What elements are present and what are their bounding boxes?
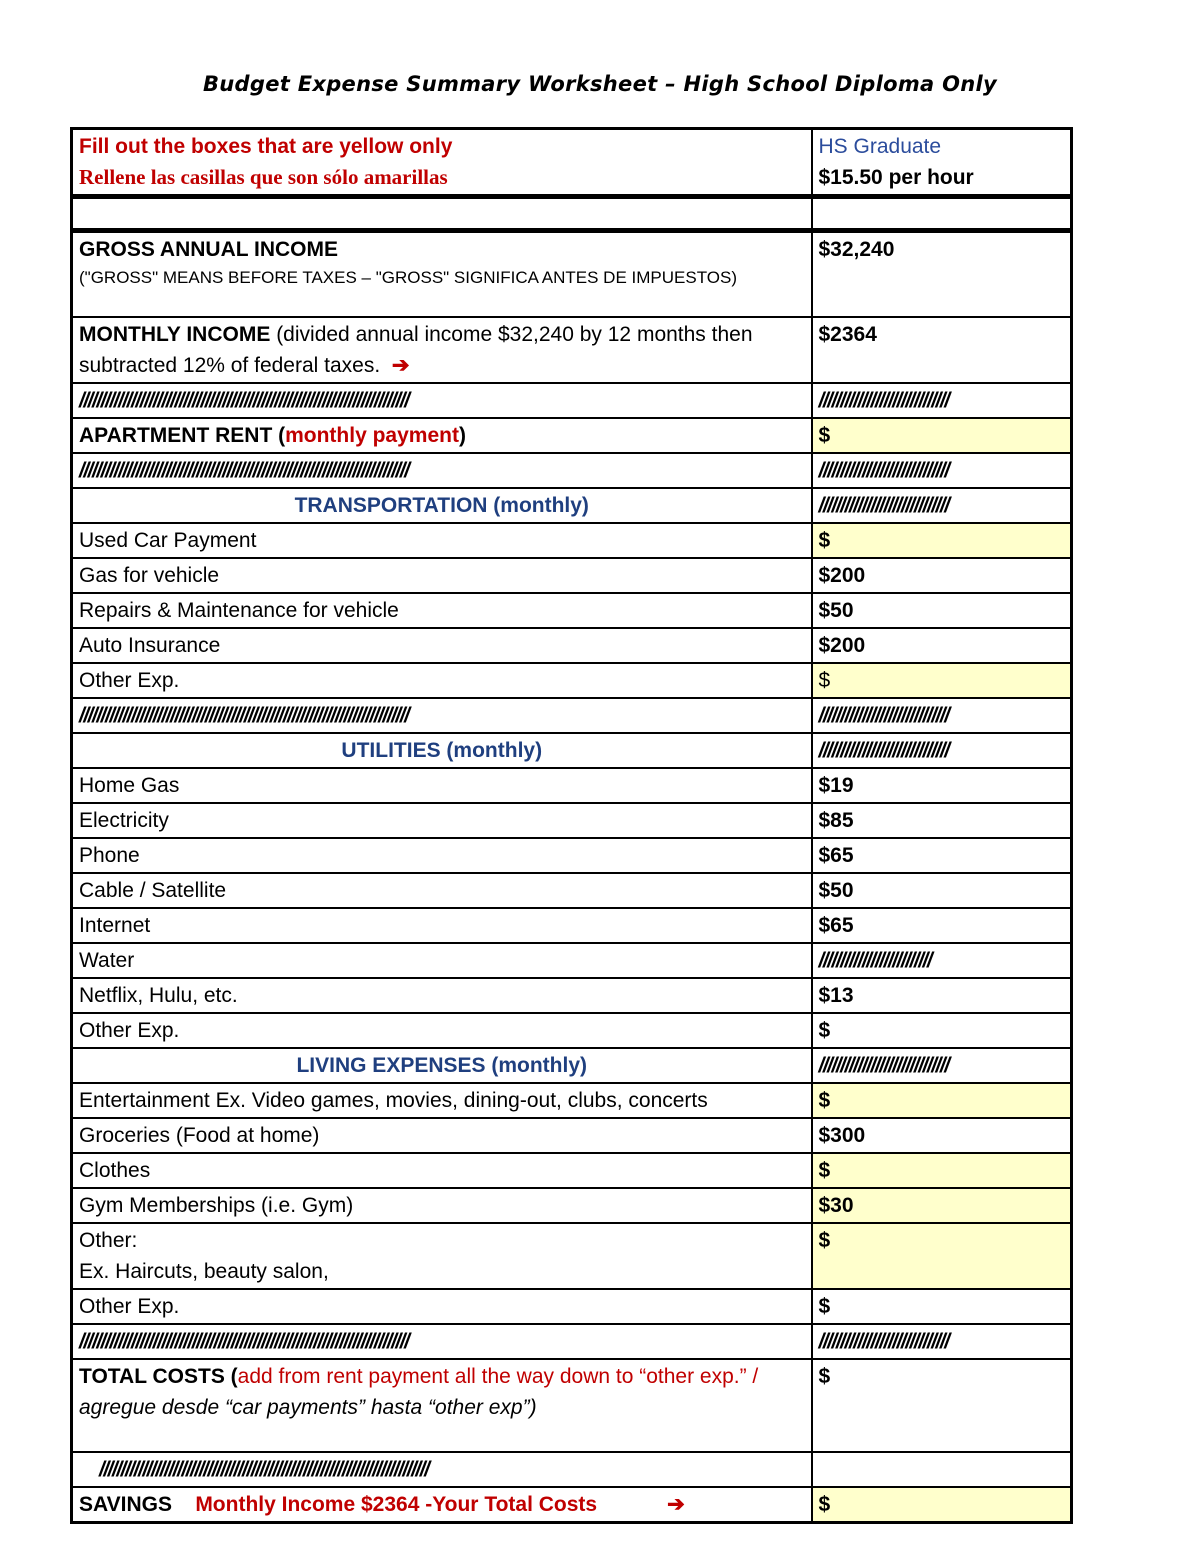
monthly-income-label-cell	[72, 317, 812, 383]
row-label: Entertainment Ex. Video games, movies, dining-out, clubs, concerts	[72, 1083, 812, 1118]
row-label: Other Exp.	[72, 1289, 812, 1324]
table-row	[72, 943, 1072, 978]
column-title: HS Graduate	[818, 135, 942, 158]
total-costs-label-cell	[72, 1359, 812, 1452]
row-label: Groceries (Food at home)	[72, 1118, 812, 1153]
right-arrow-icon: ➔	[667, 1492, 685, 1516]
section-heading-row	[72, 1048, 1072, 1083]
hatch-divider: ////////////////////////////////////////////////////////////////////////////	[72, 1324, 812, 1359]
savings-label: SAVINGS	[79, 1492, 172, 1516]
row-label: Electricity	[72, 803, 812, 838]
table-row	[72, 558, 1072, 593]
row-label-example: Ex. Haircuts, beauty salon,	[79, 1259, 329, 1283]
hatch-divider: //////////////////////////////	[812, 698, 1072, 733]
savings-formula: Monthly Income $2364 -Your Total Costs	[195, 1492, 598, 1516]
transport-other-input[interactable]: $	[812, 663, 1072, 698]
gross-income-row	[72, 231, 1072, 317]
living-other-exp-value[interactable]: $	[812, 1289, 1072, 1324]
hatch-divider: ////////////////////////////////////////////////////////////////////////////	[72, 698, 812, 733]
row-value: $300	[812, 1118, 1072, 1153]
entertainment-input[interactable]: $	[812, 1083, 1072, 1118]
monthly-income-label: MONTHLY INCOME	[79, 322, 271, 346]
table-row	[72, 908, 1072, 943]
rent-row	[72, 418, 1072, 453]
car-payment-input[interactable]: $	[812, 523, 1072, 558]
table-row	[72, 593, 1072, 628]
row-label: Other Exp.	[72, 663, 812, 698]
gross-income-label-cell	[72, 231, 812, 317]
row-label: Cable / Satellite	[72, 873, 812, 908]
rent-input[interactable]: $	[812, 418, 1072, 453]
gross-income-note: ("GROSS" MEANS BEFORE TAXES – "GROSS" SIGNIFICA ANTES DE IMPUESTOS)	[79, 268, 737, 287]
row-label: Gas for vehicle	[72, 558, 812, 593]
row-label: Other:	[79, 1228, 138, 1252]
row-value: $13	[812, 978, 1072, 1013]
column-header-cell	[812, 129, 1072, 197]
other-living-cell	[72, 1223, 812, 1289]
table-row	[72, 768, 1072, 803]
hatch-divider: //////////////////////////////	[812, 1048, 1072, 1083]
monthly-income-row	[72, 317, 1072, 383]
row-value: $85	[812, 803, 1072, 838]
rent-label-cell	[72, 418, 812, 453]
monthly-income-value: $2364	[812, 317, 1072, 383]
rent-label-end: )	[458, 423, 466, 447]
clothes-input[interactable]: $	[812, 1153, 1072, 1188]
total-costs-label: TOTAL COSTS (	[79, 1364, 238, 1388]
utilities-other-value[interactable]: $	[812, 1013, 1072, 1048]
row-label: Internet	[72, 908, 812, 943]
header-row	[72, 129, 1072, 197]
row-value: $200	[812, 558, 1072, 593]
row-label: Water	[72, 943, 812, 978]
table-row	[72, 1153, 1072, 1188]
row-value: $200	[812, 628, 1072, 663]
row-label: Gym Memberships (i.e. Gym)	[72, 1188, 812, 1223]
table-row	[72, 978, 1072, 1013]
utilities-heading: UTILITIES (monthly)	[72, 733, 812, 768]
savings-row	[72, 1487, 1072, 1523]
hatch-divider: //////////////////////////////	[812, 733, 1072, 768]
table-row	[72, 1083, 1072, 1118]
table-row	[72, 628, 1072, 663]
row-value: $50	[812, 593, 1072, 628]
worksheet-title: Budget Expense Summary Worksheet – High School Diploma Only	[202, 72, 997, 96]
row-label: Auto Insurance	[72, 628, 812, 663]
table-row	[72, 523, 1072, 558]
instructions-cell	[72, 129, 812, 197]
total-costs-instruction: add from rent payment all the way down to “other exp.” /	[237, 1364, 759, 1388]
row-label: Repairs & Maintenance for vehicle	[72, 593, 812, 628]
total-costs-value[interactable]: $	[812, 1359, 1072, 1452]
right-arrow-icon: ➔	[391, 353, 410, 377]
savings-label-cell	[72, 1487, 812, 1523]
table-row	[72, 1289, 1072, 1324]
hatch-divider: ////////////////////////////////////////////////////////////////////////////	[72, 1452, 812, 1487]
gross-income-label: GROSS ANNUAL INCOME	[79, 238, 339, 261]
row-label: Netflix, Hulu, etc.	[72, 978, 812, 1013]
hatch-divider: //////////////////////////////	[812, 1324, 1072, 1359]
transportation-heading: TRANSPORTATION (monthly)	[72, 488, 812, 523]
rent-label: APARTMENT RENT (	[79, 423, 286, 447]
total-costs-row	[72, 1359, 1072, 1452]
hatch-divider: //////////////////////////////	[812, 383, 1072, 418]
blank-cell	[812, 1452, 1072, 1487]
table-row	[72, 1188, 1072, 1223]
total-costs-instruction-es: agregue desde “car payments” hasta “other exp”)	[79, 1395, 537, 1419]
hatch-divider: //////////////////////////////	[812, 453, 1072, 488]
table-row	[72, 1118, 1072, 1153]
table-row	[72, 1013, 1072, 1048]
savings-input[interactable]: $	[812, 1487, 1072, 1523]
hatch-divider: //////////////////////////////	[812, 488, 1072, 523]
blank-cell	[812, 197, 1072, 231]
living-other-input[interactable]: $	[812, 1223, 1072, 1289]
instruction-english: Fill out the boxes that are yellow only	[79, 135, 453, 158]
table-row	[72, 873, 1072, 908]
divider-row	[72, 383, 1072, 418]
row-label: Other Exp.	[72, 1013, 812, 1048]
row-value: $65	[812, 838, 1072, 873]
blank-cell	[72, 197, 812, 231]
table-row	[72, 1223, 1072, 1289]
divider-row	[72, 1324, 1072, 1359]
instruction-spanish: Rellene las casillas que son sólo amarillas	[79, 165, 448, 189]
row-label: Clothes	[72, 1153, 812, 1188]
section-heading-row	[72, 488, 1072, 523]
table-row	[72, 663, 1072, 698]
section-heading-row	[72, 733, 1072, 768]
gross-income-value: $32,240	[812, 231, 1072, 317]
hatch-divider: ////////////////////////////////////////////////////////////////////////////	[72, 453, 812, 488]
hatch-divider: ////////////////////////////////////////////////////////////////////////////	[72, 383, 812, 418]
row-label: Phone	[72, 838, 812, 873]
living-heading: LIVING EXPENSES (monthly)	[72, 1048, 812, 1083]
row-value: $65	[812, 908, 1072, 943]
row-value: $30	[812, 1188, 1072, 1223]
divider-row	[72, 698, 1072, 733]
row-label: Used Car Payment	[72, 523, 812, 558]
divider-row	[72, 453, 1072, 488]
divider-row	[72, 1452, 1072, 1487]
rent-label-highlight: monthly payment	[285, 423, 459, 447]
wage: $15.50 per hour	[818, 166, 974, 189]
budget-table	[70, 127, 1073, 1524]
table-row	[72, 838, 1072, 873]
table-row	[72, 803, 1072, 838]
row-label: Home Gas	[72, 768, 812, 803]
row-value: $50	[812, 873, 1072, 908]
blank-row	[72, 197, 1072, 231]
monthly-income-note: (divided annual income $32,240 by 12 months then subtracted 12% of federal taxes.	[79, 322, 753, 377]
hatch-divider: //////////////////////////	[812, 943, 1072, 978]
row-value: $19	[812, 768, 1072, 803]
